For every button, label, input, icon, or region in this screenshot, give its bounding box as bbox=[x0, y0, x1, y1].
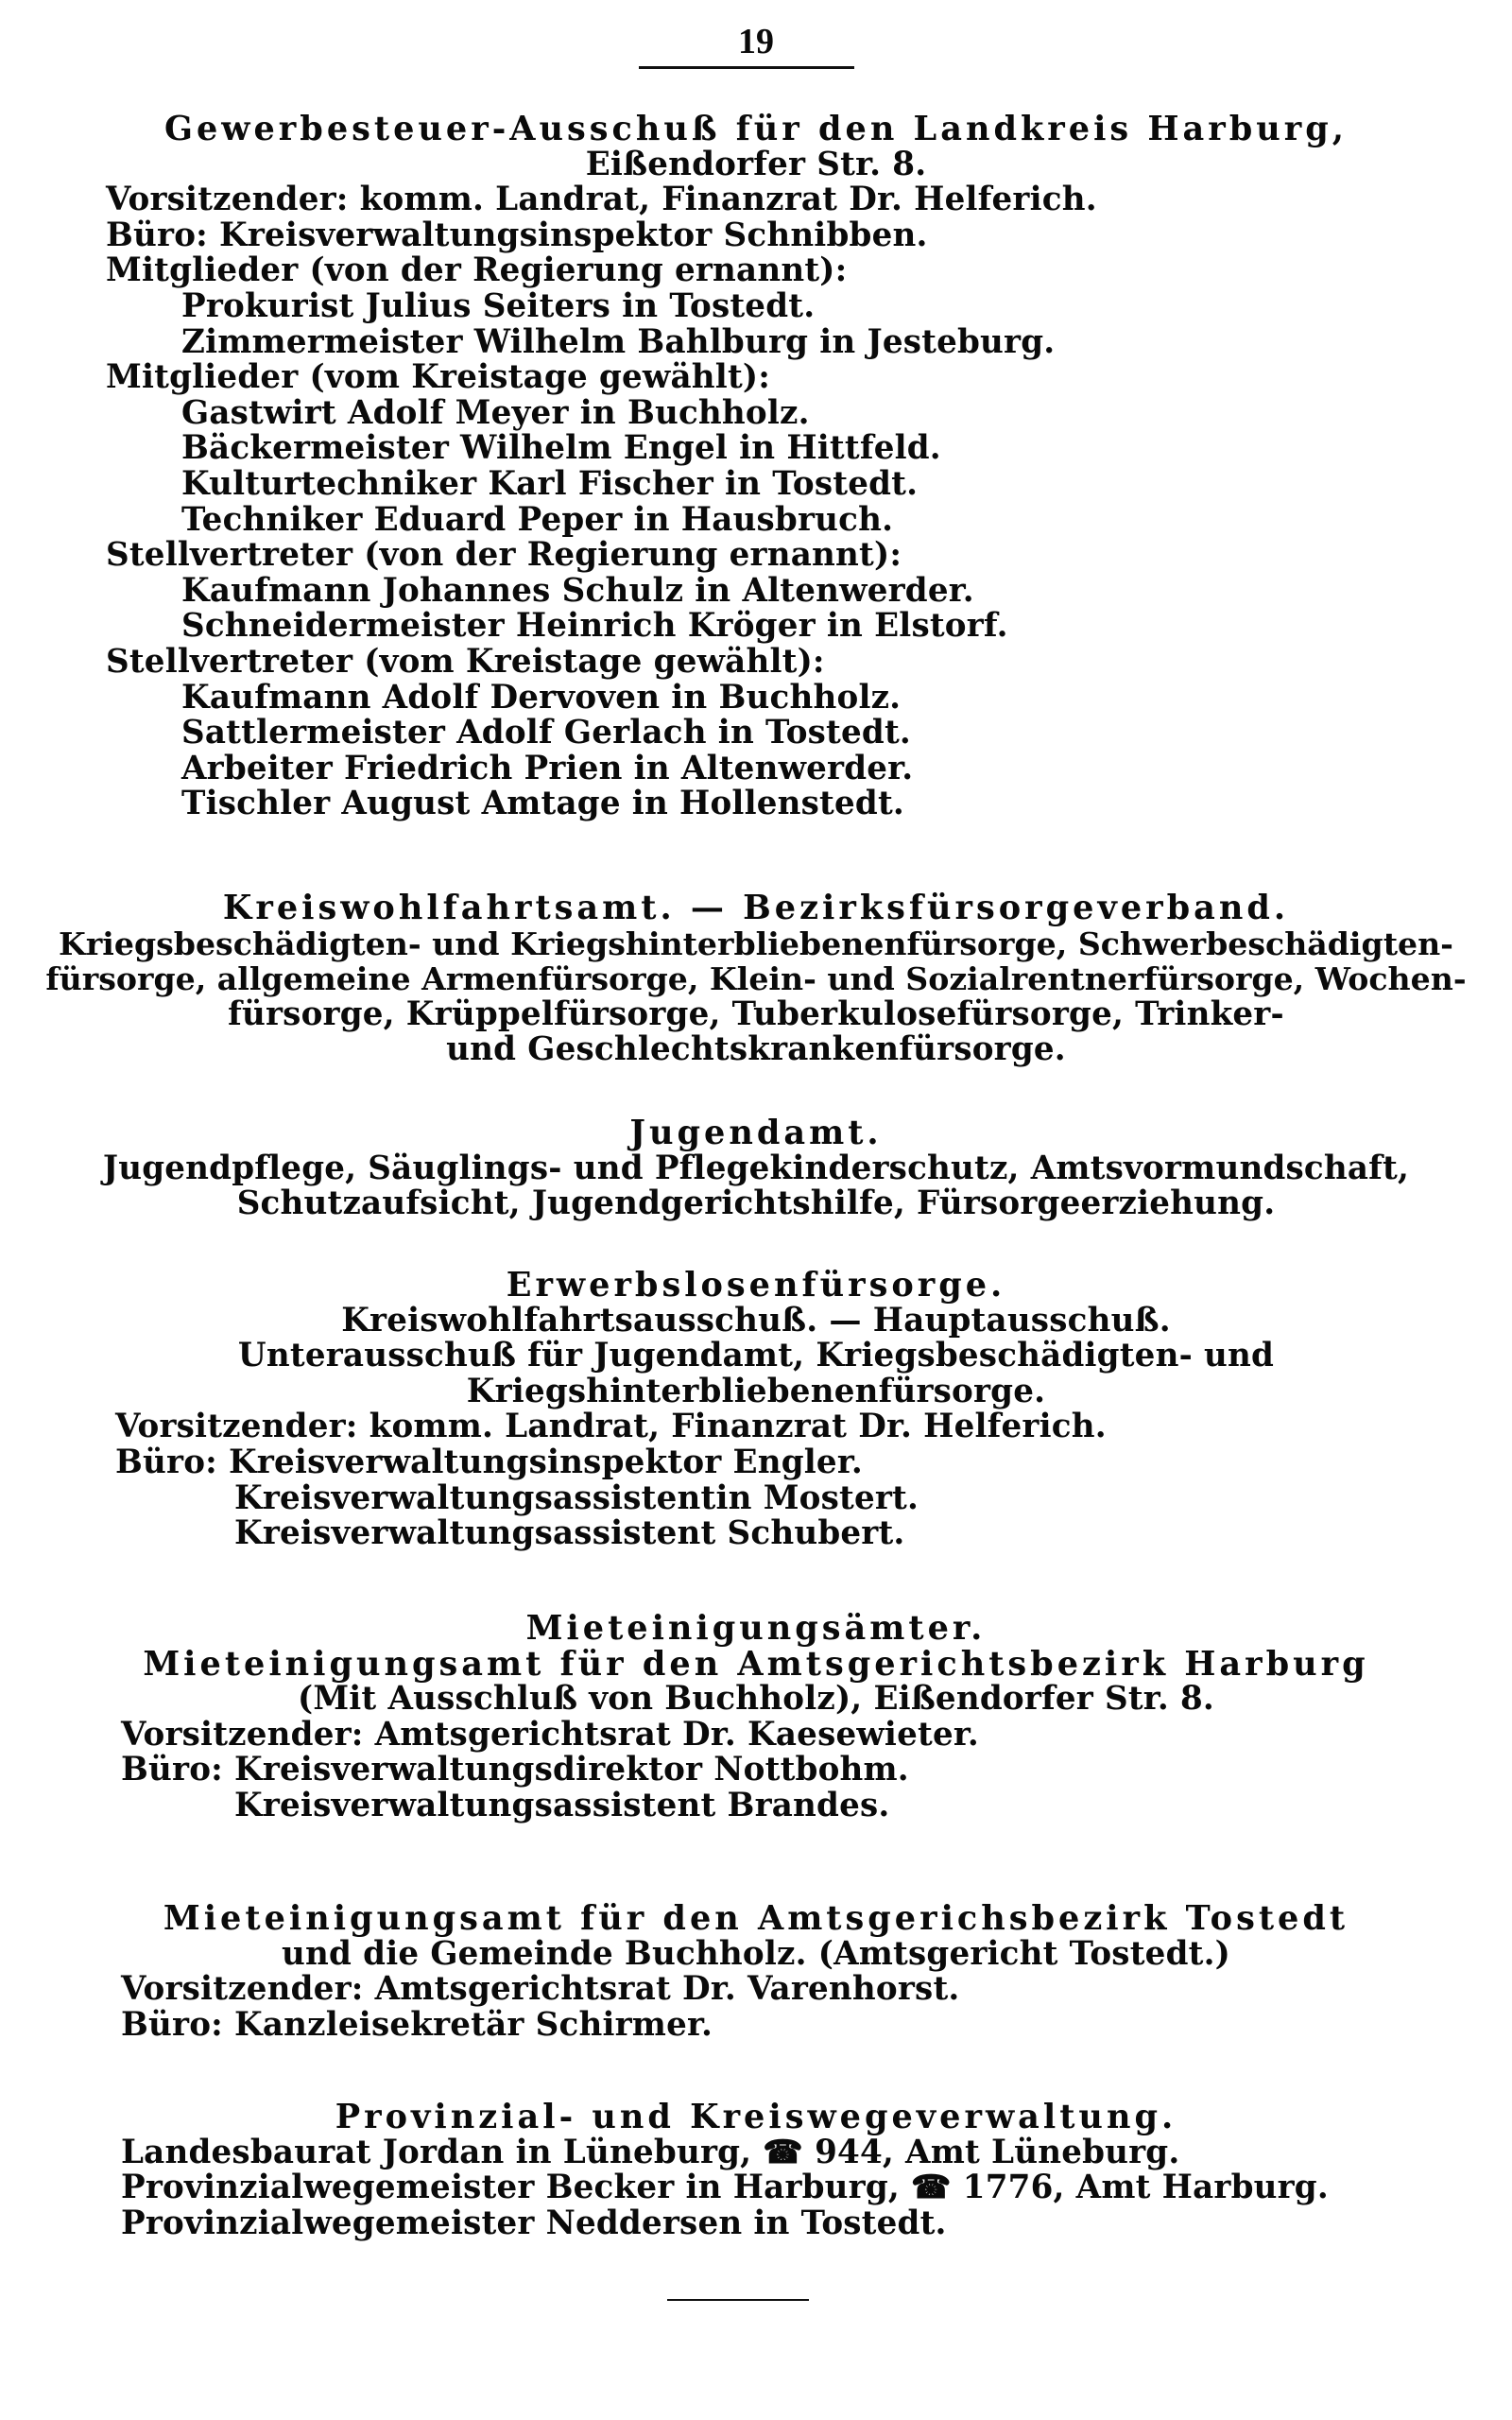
section-title: Jugendamt. bbox=[629, 1114, 883, 1152]
member-line: Kulturtechniker Karl Fischer in Tostedt. bbox=[181, 464, 919, 503]
section-title: Provinzial- und Kreiswegeverwaltung. bbox=[335, 2098, 1177, 2136]
member-line: Tischler August Amtage in Hollenstedt. bbox=[181, 785, 904, 823]
section-title: Mieteinigungsämter. bbox=[525, 1609, 987, 1648]
chair-line: Vorsitzender: komm. Landrat, Finanzrat Dr. Helferich. bbox=[115, 1408, 1107, 1446]
member-line: Prokurist Julius Seiters in Tostedt. bbox=[181, 286, 816, 325]
subheading-line: (Mit Ausschluß von Buchholz), Eißendorfer Str. 8. bbox=[297, 1680, 1215, 1719]
description-line: Schutzaufsicht, Jugendgerichtshilfe, Fürsorgeerziehung. bbox=[236, 1184, 1276, 1223]
group-heading: Stellvertreter (vom Kreistage gewählt): bbox=[106, 642, 825, 681]
contact-line: Landesbaurat Jordan in Lüneburg, ☎ 944, Amt Lüneburg. bbox=[121, 2133, 1180, 2171]
member-line: Arbeiter Friedrich Prien in Altenwerder. bbox=[181, 749, 914, 787]
office-line: Büro: Kreisverwaltungsinspektor Engler. bbox=[115, 1443, 863, 1481]
chair-line: Vorsitzender: Amtsgerichtsrat Dr. Varenhorst. bbox=[121, 1970, 960, 2009]
member-line: Techniker Eduard Peper in Hausbruch. bbox=[181, 500, 894, 539]
chair-line: Vorsitzender: Amtsgerichtsrat Dr. Kaesewieter. bbox=[121, 1715, 979, 1754]
header-rule bbox=[639, 66, 854, 69]
staff-line: Kreisverwaltungsassistent Schubert. bbox=[234, 1514, 905, 1553]
section-title: Kreiswohlfahrtsamt. — Bezirksfürsorgeverband. bbox=[222, 889, 1290, 927]
chair-line: Vorsitzender: komm. Landrat, Finanzrat Dr. Helferich. bbox=[106, 181, 1097, 219]
staff-line: Kreisverwaltungsassistentin Mostert. bbox=[234, 1478, 919, 1517]
staff-line: Kreisverwaltungsassistent Brandes. bbox=[234, 1786, 890, 1824]
page-number: 19 bbox=[738, 22, 774, 61]
section-title: Erwerbslosenfürsorge. bbox=[506, 1266, 1006, 1305]
office-line: Büro: Kanzleisekretär Schirmer. bbox=[121, 2005, 713, 2044]
description-line: fürsorge, allgemeine Armenfürsorge, Klein- und Sozialrentnerfürsorge, Wochen- bbox=[45, 960, 1467, 998]
footer-rule bbox=[667, 2299, 809, 2301]
subheading-line: Mieteinigungsamt für den Amtsgerichtsbezirk Harburg bbox=[143, 1644, 1369, 1684]
section-wegeverwaltung bbox=[0, 2100, 1512, 2241]
section-address: Eißendorfer Str. 8. bbox=[585, 145, 927, 183]
member-line: Kaufmann Adolf Dervoven in Buchholz. bbox=[181, 678, 902, 717]
section-mieteinigungsamt-tostedt bbox=[0, 1901, 1512, 2043]
subheading-line: und die Gemeinde Buchholz. (Amtsgericht Tostedt.) bbox=[282, 1934, 1230, 1973]
description-line: fürsorge, Krüppelfürsorge, Tuberkulosefürsorge, Trinker- bbox=[228, 994, 1284, 1033]
member-line: Sattlermeister Adolf Gerlach in Tostedt. bbox=[181, 714, 911, 752]
contact-line: Provinzialwegemeister Becker in Harburg, ☎ 1776, Amt Harburg. bbox=[121, 2169, 1329, 2207]
description-line: und Geschlechtskrankenfürsorge. bbox=[446, 1030, 1066, 1069]
member-line: Schneidermeister Heinrich Kröger in Elstorf. bbox=[181, 607, 1008, 646]
member-line: Gastwirt Adolf Meyer in Buchholz. bbox=[181, 393, 810, 432]
subheading-line: Kreiswohlfahrtsausschuß. — Hauptausschuß. bbox=[341, 1301, 1171, 1340]
description-line: Kriegsbeschädigten- und Kriegshinterbliebenenfürsorge, Schwerbeschädigten- bbox=[59, 925, 1453, 962]
office-line: Büro: Kreisverwaltungsinspektor Schnibben. bbox=[106, 216, 928, 254]
contact-line: Provinzialwegemeister Neddersen in Tostedt. bbox=[121, 2204, 947, 2242]
subheading-line: Kriegshinterbliebenenfürsorge. bbox=[466, 1372, 1046, 1410]
section-mieteinigungsaemter bbox=[0, 1611, 1512, 1824]
group-heading: Mitglieder (vom Kreistage gewählt): bbox=[106, 358, 771, 397]
section-jugendamt bbox=[0, 1115, 1512, 1222]
section-kreiswohlfahrtsamt bbox=[0, 890, 1512, 1068]
subheading-line: Unterausschuß für Jugendamt, Kriegsbeschädigten- und bbox=[237, 1337, 1275, 1375]
member-line: Kaufmann Johannes Schulz in Altenwerder. bbox=[181, 571, 974, 610]
section-title: Gewerbesteuer-Ausschuß für den Landkreis Harburg, bbox=[164, 110, 1348, 148]
subheading-line: Mieteinigungsamt für den Amtsgerichsbezirk Tostedt bbox=[163, 1899, 1349, 1938]
description-line: Jugendpflege, Säuglings- und Pflegekinderschutz, Amtsvormundschaft, bbox=[102, 1149, 1410, 1187]
section-gewerbesteuer bbox=[0, 112, 1512, 822]
office-line: Büro: Kreisverwaltungsdirektor Nottbohm. bbox=[121, 1751, 909, 1789]
group-heading: Mitglieder (von der Regierung ernannt): bbox=[106, 251, 848, 290]
member-line: Zimmermeister Wilhelm Bahlburg in Jesteburg. bbox=[181, 322, 1056, 361]
section-erwerbslosenfuersorge bbox=[0, 1268, 1512, 1552]
group-heading: Stellvertreter (von der Regierung ernannt): bbox=[106, 536, 902, 575]
member-line: Bäckermeister Wilhelm Engel in Hittfeld. bbox=[181, 429, 941, 468]
